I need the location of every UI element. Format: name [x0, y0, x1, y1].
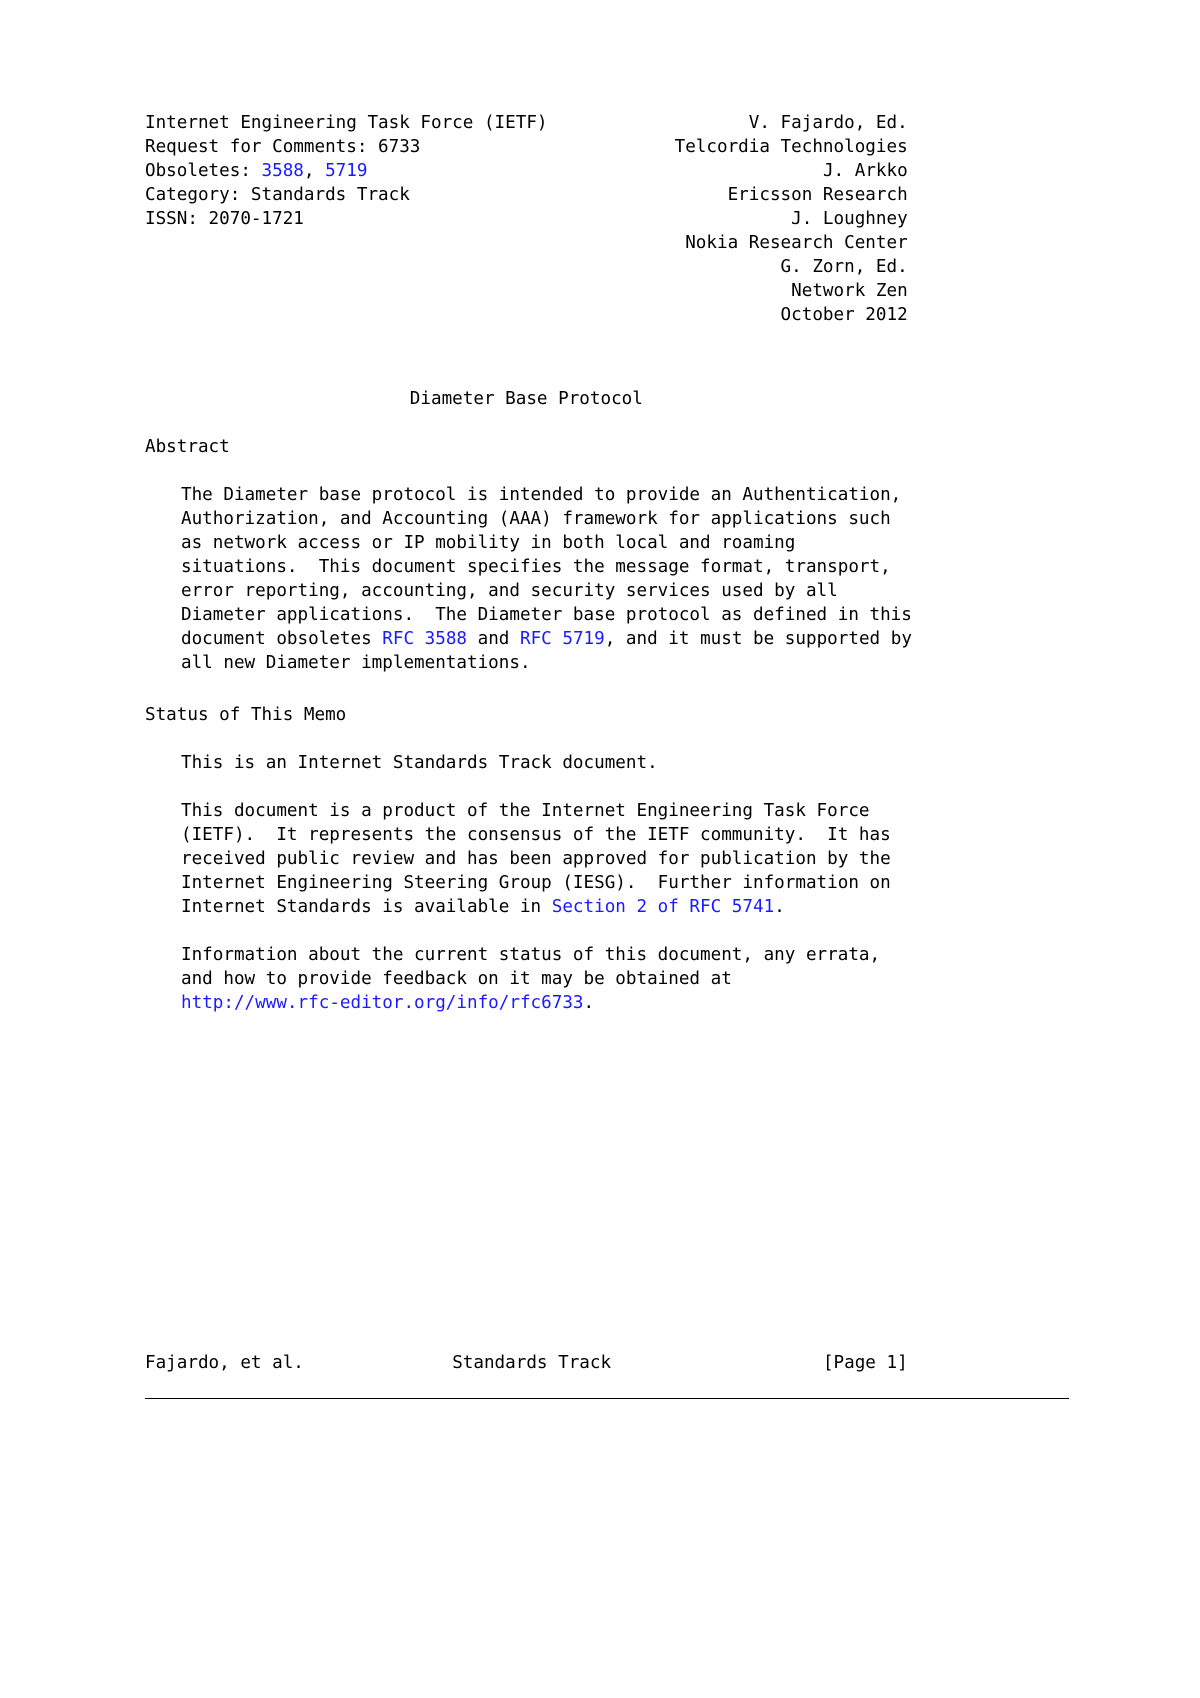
title-text: Diameter Base Protocol [145, 389, 643, 409]
status-line [181, 895, 891, 919]
header-row [145, 135, 908, 159]
header-left-text: , [303, 161, 326, 181]
status-line: This document is a product of the Internet Engineering Task Force [181, 801, 870, 821]
status-line: received public review and has been approved for publication by the [181, 849, 891, 869]
abstract-body [181, 483, 912, 675]
rfc-3588-link[interactable]: RFC 3588 [382, 629, 468, 649]
obsoletes-rfc-5719-link[interactable]: 5719 [325, 161, 368, 181]
status-heading [145, 703, 346, 727]
header-right-text: October 2012 [780, 305, 908, 325]
header-left-text: Request for Comments: 6733 [145, 137, 421, 157]
header-left-text: Internet Engineering Task Force (IETF) [145, 113, 548, 133]
header-right-text: J. Arkko [822, 161, 908, 181]
header-right-text: Network Zen [791, 281, 908, 301]
abstract-line [181, 627, 912, 651]
status-paragraph-3 [181, 943, 880, 1015]
rfc-header [145, 111, 908, 327]
abstract-line: situations. This document specifies the message format, transport, [181, 557, 891, 577]
header-right-text: Nokia Research Center [685, 233, 908, 253]
status-paragraph-2 [181, 799, 891, 919]
header-row [145, 207, 908, 231]
footer-row [145, 1351, 908, 1375]
header-right-text: V. Fajardo, Ed. [748, 113, 908, 133]
status-line: and how to provide feedback on it may be obtained at [181, 969, 732, 989]
header-row [145, 303, 908, 327]
footer-category: Standards Track [452, 1353, 612, 1373]
abstract-heading-text: Abstract [145, 437, 230, 457]
header-row [145, 279, 908, 303]
header-left-text: Obsoletes: [145, 161, 262, 181]
document-title [145, 387, 643, 411]
header-right-text: G. Zorn, Ed. [780, 257, 908, 277]
abstract-heading [145, 435, 230, 459]
header-row [145, 255, 908, 279]
status-line [181, 991, 880, 1015]
status-text: . [774, 897, 785, 917]
abstract-line: The Diameter base protocol is intended to provide an Authentication, [181, 485, 902, 505]
status-line: (IETF). It represents the consensus of the IETF community. It has [181, 825, 891, 845]
abstract-text: and [467, 629, 520, 649]
status-paragraph-1 [181, 751, 658, 775]
obsoletes-rfc-3588-link[interactable]: 3588 [261, 161, 304, 181]
abstract-line: error reporting, accounting, and security services used by all [181, 581, 838, 601]
header-row [145, 159, 908, 183]
status-text: . [583, 993, 595, 1013]
header-left-text: ISSN: 2070-1721 [145, 209, 304, 229]
status-line: Information about the current status of this document, any errata, [181, 945, 881, 965]
footer-page-number: [Page 1] [822, 1353, 908, 1373]
status-line: Internet Engineering Steering Group (IESG). Further information on [181, 873, 891, 893]
rfc-5741-section-2-link[interactable]: Section 2 of RFC 5741 [551, 897, 775, 917]
abstract-text: document obsoletes [181, 629, 383, 649]
header-row [145, 111, 908, 135]
header-left-text: Category: Standards Track [145, 185, 410, 205]
status-text: Internet Standards is available in [181, 897, 552, 917]
header-row [145, 231, 908, 255]
status-heading-text: Status of This Memo [145, 705, 347, 725]
footer-divider [145, 1398, 1069, 1399]
rfc-5719-link[interactable]: RFC 5719 [519, 629, 605, 649]
header-right-text: Ericsson Research [727, 185, 908, 205]
abstract-text: , and it must be supported by [604, 629, 912, 649]
abstract-line: as network access or IP mobility in both local and roaming [181, 533, 796, 553]
rfc-editor-info-link[interactable]: http://www.rfc-editor.org/info/rfc6733 [181, 993, 584, 1013]
page-footer [145, 1351, 908, 1375]
abstract-line: all new Diameter implementations. [181, 653, 531, 673]
footer-authors: Fajardo, et al. [145, 1353, 304, 1373]
header-row [145, 183, 908, 207]
header-right-text: J. Loughney [791, 209, 908, 229]
abstract-line: Diameter applications. The Diameter base protocol as defined in this [181, 605, 912, 625]
header-right-text: Telcordia Technologies [674, 137, 908, 157]
status-line: This is an Internet Standards Track document. [181, 753, 658, 773]
abstract-line: Authorization, and Accounting (AAA) framework for applications such [181, 509, 891, 529]
